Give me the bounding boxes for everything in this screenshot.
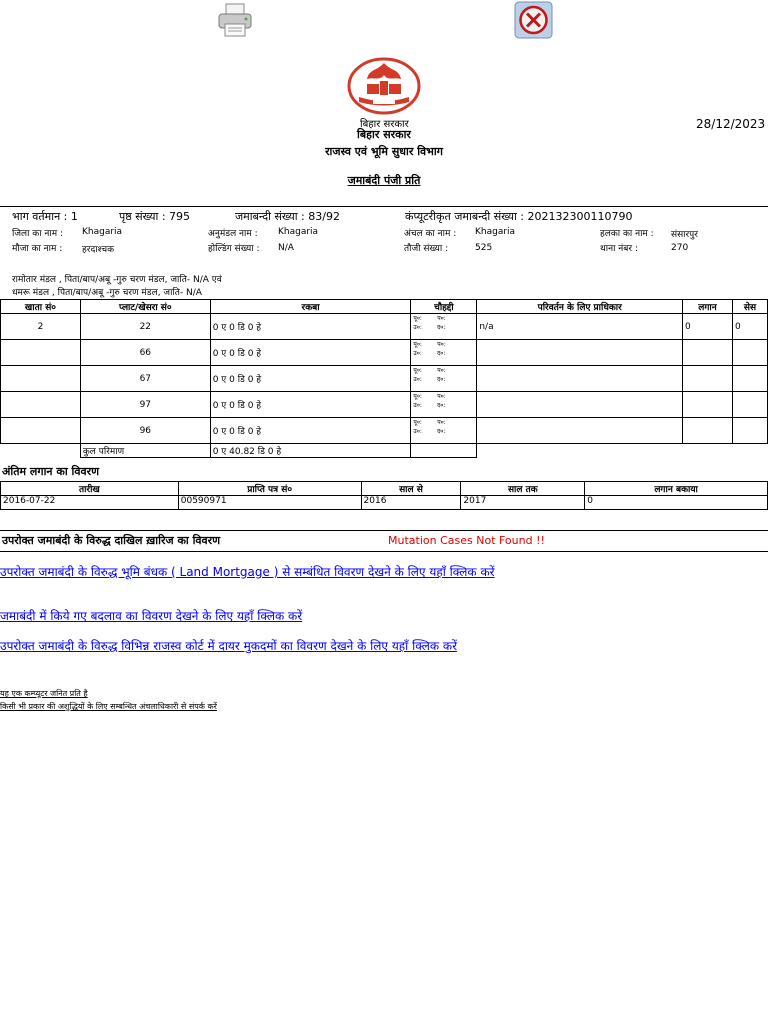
chauhaddi-top: पू०: प०: (413, 341, 446, 348)
government-name: बिहार सरकार (357, 128, 411, 141)
zila-value: Khagaria (82, 227, 123, 237)
department-name: राजस्व एवं भूमि सुधार विभाग (325, 145, 443, 158)
bihar-emblem-icon (347, 57, 421, 115)
tauji-value: 525 (475, 243, 493, 253)
chauhaddi-cell (411, 340, 477, 366)
lagan-table (0, 481, 768, 510)
ses-cell (732, 366, 767, 392)
land-mortgage-link[interactable]: उपरोक्त जमाबंदी के विरुद्ध भूमि बंधक ( Land Mortgage ) से सम्बंधित विवरण देखने के लिए यहाँ क्लिक करें (0, 565, 495, 579)
mutation-title: उपरोक्त जमाबंदी के विरुद्ध दाखिल ख़ारिज का विवरण (2, 534, 221, 547)
computer-jamabandi-sankhya: कंप्यूटरीकृत जमाबन्दी संख्या : 202132300110790 (405, 210, 633, 223)
plot-cell: 66 (80, 340, 210, 366)
ses-cell (732, 340, 767, 366)
authority-cell (477, 392, 683, 418)
zila-label: जिला का नाम : (12, 229, 64, 239)
total-label: कुल परिमाण (80, 444, 210, 458)
col-plot: प्लाट/खेसरा सं० (80, 300, 210, 314)
emblem-caption: बिहार सरकार (360, 119, 409, 130)
halka-value: संसारपुर (671, 230, 698, 240)
prishth-sankhya: पृष्ठ संख्या : 795 (119, 210, 191, 223)
lagan-section-title: अंतिम लगान का विवरण (2, 465, 100, 478)
anchal-label: अंचल का नाम : (404, 229, 457, 239)
mutation-status: Mutation Cases Not Found !! (388, 534, 545, 547)
owner-line-1: रामोतार मंडल , पिता/बाप/अबू -गुरु चरण मंडल, जाति- N/A एवं (12, 275, 222, 285)
col-year-to: साल तक (461, 482, 585, 496)
chauhaddi-bottom: उ०: द०: (413, 350, 446, 357)
plot-cell: 67 (80, 366, 210, 392)
table-row (1, 496, 768, 510)
chauhaddi-bottom: उ०: द०: (413, 376, 446, 383)
lagan-table-header (1, 482, 768, 496)
year-to-cell: 2017 (461, 496, 585, 510)
chauhaddi-cell (411, 366, 477, 392)
rakba-cell: 0 ए 0 डि 0 हे (210, 418, 411, 444)
close-button[interactable] (514, 1, 554, 39)
chauhaddi-cell (411, 418, 477, 444)
chauhaddi-top: पू०: प०: (413, 419, 446, 426)
rakba-cell: 0 ए 0 डि 0 हे (210, 392, 411, 418)
col-receipt: प्राप्ति पत्र सं० (178, 482, 361, 496)
lagan-cell: 0 (683, 314, 733, 340)
chauhaddi-bottom: उ०: द०: (413, 324, 446, 331)
ses-cell (732, 392, 767, 418)
jamabandi-sankhya: जमाबन्दी संख्या : 83/92 (235, 210, 340, 223)
info-block (0, 206, 768, 300)
jamabandi-changes-link[interactable]: जमाबंदी में किये गए बदलाव का विवरण देखने के लिए यहाँ क्लिक करें (0, 609, 303, 623)
plot-cell: 22 (80, 314, 210, 340)
khata-cell (1, 340, 81, 366)
anumandal-value: Khagaria (278, 227, 319, 237)
holding-value: N/A (278, 243, 294, 253)
khata-cell (1, 418, 81, 444)
document-title: जमाबंदी पंजी प्रति (347, 174, 421, 187)
col-ses: सेस (732, 300, 767, 314)
ses-cell: 0 (732, 314, 767, 340)
chauhaddi-top: पू०: प०: (413, 367, 446, 374)
col-khata: खाता सं० (1, 300, 81, 314)
rakba-cell: 0 ए 0 डि 0 हे (210, 340, 411, 366)
chauhaddi-bottom: उ०: द०: (413, 428, 446, 435)
halka-label: हलका का नाम : (600, 229, 654, 239)
bihar-emblem (347, 57, 421, 115)
close-x-icon (514, 1, 554, 39)
chauhaddi-bottom: उ०: द०: (413, 402, 446, 409)
chauhaddi-cell (411, 314, 477, 340)
total-value: 0 ए 40.82 डि 0 हे (210, 444, 411, 458)
authority-cell: n/a (477, 314, 683, 340)
total-row (1, 444, 768, 458)
lagan-cell (683, 392, 733, 418)
print-button[interactable] (216, 2, 256, 38)
plot-cell: 97 (80, 392, 210, 418)
col-year-from: साल से (361, 482, 461, 496)
table-row (1, 392, 768, 418)
lagan-cell (683, 340, 733, 366)
thana-value: 270 (671, 243, 689, 253)
computer-generated-note: यह एक कम्प्यूटर जनित प्रति है (0, 689, 88, 698)
mutation-section (0, 530, 768, 552)
contact-note: किसी भी प्रकार की अशुद्धियों के लिए सम्बन्धित अंचलाधिकारी से संपर्क करें (0, 702, 217, 711)
lagan-cell (683, 366, 733, 392)
col-lagan-due: लगान बकाया (585, 482, 768, 496)
col-date: तारीख (1, 482, 179, 496)
print-date: 28/12/2023 (696, 117, 766, 131)
date-cell: 2016-07-22 (1, 496, 179, 510)
holding-label: होल्डिंग संख्या : (208, 244, 260, 254)
lagan-due-cell: 0 (585, 496, 768, 510)
mauja-label: मौजा का नाम : (12, 244, 63, 254)
col-lagan: लगान (683, 300, 733, 314)
authority-cell (477, 340, 683, 366)
table-row (1, 418, 768, 444)
col-authority: परिवर्तन के लिए प्राधिकार (477, 300, 683, 314)
khata-cell (1, 392, 81, 418)
thana-label: थाना नंबर : (600, 244, 638, 254)
chauhaddi-top: पू०: प०: (413, 315, 446, 322)
lagan-cell (683, 418, 733, 444)
court-cases-link[interactable]: उपरोक्त जमाबंदी के विरुद्ध विभिन्न राजस्व कोर्ट में दायर मुकदमों का विवरण देखने के लिए यहाँ क्लिक करें (0, 639, 458, 653)
bhag-vartaman: भाग वर्तमान : 1 (12, 210, 78, 223)
table-row (1, 314, 768, 340)
land-table (0, 299, 768, 458)
authority-cell (477, 418, 683, 444)
tauji-label: तौजी संख्या : (404, 244, 449, 254)
receipt-cell: 00590971 (178, 496, 361, 510)
owner-line-2: धमरू मंडल , पिता/बाप/अबू -गुरु चरण मंडल, जाति- N/A (12, 288, 202, 298)
rakba-cell: 0 ए 0 डि 0 हे (210, 314, 411, 340)
anumandal-label: अनुमंडल नाम : (208, 229, 258, 239)
mauja-value: हरदाश्चक (82, 245, 115, 255)
authority-cell (477, 366, 683, 392)
plot-cell: 96 (80, 418, 210, 444)
khata-cell (1, 366, 81, 392)
table-row (1, 366, 768, 392)
land-table-header (1, 300, 768, 314)
year-from-cell: 2016 (361, 496, 461, 510)
table-row (1, 340, 768, 366)
anchal-value: Khagaria (475, 227, 516, 237)
chauhaddi-top: पू०: प०: (413, 393, 446, 400)
khata-cell: 2 (1, 314, 81, 340)
col-chauhaddi: चौहद्दी (411, 300, 477, 314)
ses-cell (732, 418, 767, 444)
chauhaddi-cell (411, 392, 477, 418)
rakba-cell: 0 ए 0 डि 0 हे (210, 366, 411, 392)
printer-icon (216, 2, 256, 38)
col-rakba: रकबा (210, 300, 411, 314)
